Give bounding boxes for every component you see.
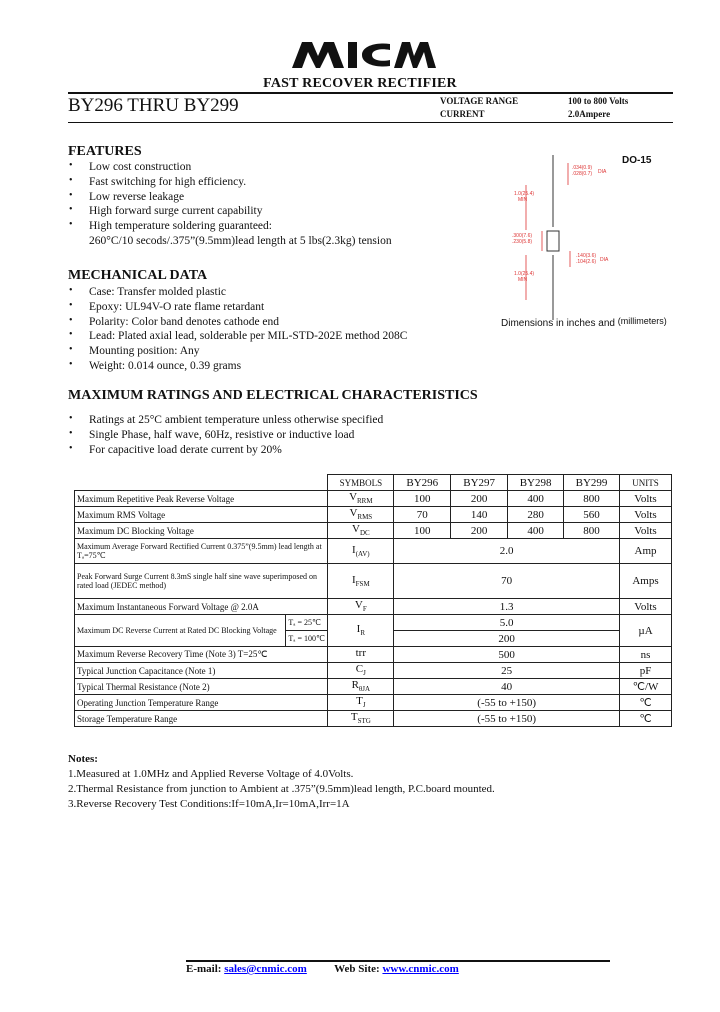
svg-text:.034(0.9): .034(0.9) (572, 165, 593, 171)
header-rule-bottom (68, 122, 673, 123)
svg-text:.300(7.6): .300(7.6) (512, 233, 533, 239)
svg-text:.140(3.6): .140(3.6) (576, 253, 597, 259)
package-name: DO-15 (622, 155, 652, 166)
mechanical-title: MECHANICAL DATA (68, 268, 208, 283)
list-item: • Single Phase, half wave, 60Hz, resistive or inductive load (69, 427, 355, 441)
model-header: BY298 (508, 475, 564, 491)
website-link[interactable]: www.cnmic.com (382, 963, 459, 975)
header-rule (68, 92, 673, 94)
dimension-caption: Dimensions in inches and (millimeters) (501, 316, 667, 329)
list-item: • Case: Transfer molded plastic (69, 285, 227, 298)
table-row: Typical Thermal Resistance (Note 2) $R_{\theta JA}$ 40 ℃/W (75, 679, 672, 695)
company-logo (290, 38, 440, 70)
voltage-range-value: 100 to 800 Volts (568, 96, 629, 106)
table-row: Tₐ = 100℃ 200 (75, 631, 672, 647)
table-row: Operating Junction Temperature Range $T_J$ (-55 to +150) ℃ (75, 695, 672, 711)
table-row: Maximum Average Forward Rectified Current 0.375”(9.5mm) lead length at Tₐ=75℃ $I_{(AV)}$ 2.0 Amp (75, 539, 672, 564)
model-header: BY297 (451, 475, 508, 491)
model-header: BY296 (394, 475, 451, 491)
table-header-row (75, 475, 672, 491)
table-row: Storage Temperature Range $T_{STG}$ (-55 to +150) ℃ (75, 711, 672, 727)
table-row: Maximum Instantaneous Forward Voltage @ 2.0A $V_F$ 1.3 Volts (75, 599, 672, 615)
svg-text:.104(2.6): .104(2.6) (576, 259, 597, 265)
table-row: Maximum Reverse Recovery Time (Note 3) T=25℃ trr 500 ns (75, 647, 672, 663)
svg-text:.028(0.7): .028(0.7) (572, 171, 593, 177)
mechanical-list (68, 285, 407, 374)
do15-package-diagram (500, 155, 685, 335)
ratings-table (74, 474, 672, 727)
list-item: • High forward surge current capability (69, 204, 263, 218)
table-row: Maximum RMS Voltage $V_{RMS}$ 70 140 280 560 Volts (75, 507, 672, 523)
svg-text:1.0(25.4): 1.0(25.4) (514, 271, 535, 277)
note-item: 3.Reverse Recovery Test Conditions:If=10mA,Ir=10mA,Irr=1A (68, 798, 350, 810)
note-item: 2.Thermal Resistance from junction to Ambient at .375”(9.5mm)lead length, P.C.board mounted. (68, 783, 495, 795)
note-item: 1.Measured at 1.0MHz and Applied Reverse Voltage of 4.0Volts. (68, 768, 354, 780)
table-row: Peak Forward Surge Current 8.3mS single half sine wave superimposed on rated load (JEDEC method) $I_{FSM}$ 70 Amps (75, 564, 672, 599)
svg-text:MIN: MIN (518, 277, 528, 283)
notes-section (68, 752, 495, 812)
svg-text:MIN: MIN (518, 197, 528, 203)
list-item: • High temperature soldering guaranteed: (69, 219, 272, 233)
symbols-header: SYMBOLS (328, 475, 394, 491)
table-row: Maximum Repetitive Peak Reverse Voltage $V_{RRM}$ 100 200 400 800 Volts (75, 491, 672, 507)
footer-rule (186, 960, 610, 962)
voltage-range-label: VOLTAGE RANGE (440, 96, 519, 106)
list-item: • For capacitive load derate current by 20% (69, 442, 282, 456)
ratings-title: MAXIMUM RATINGS AND ELECTRICAL CHARACTERISTICS (68, 388, 478, 403)
svg-text:.230(5.8): .230(5.8) (512, 239, 533, 245)
features-title: FEATURES (68, 144, 142, 159)
email-link[interactable]: sales@cnmic.com (224, 963, 307, 975)
current-value: 2.0Ampere (568, 109, 611, 119)
table-row: Maximum DC Reverse Current at Rated DC Blocking Voltage Tₐ = 25℃ $I_R$ 5.0 µA (75, 615, 672, 631)
current-label: CURRENT (440, 109, 485, 119)
list-item: • Low cost construction (69, 160, 192, 173)
svg-text:DIA: DIA (598, 169, 607, 175)
list-item: • Fast switching for high efficiency. (69, 174, 247, 188)
table-row: Maximum DC Blocking Voltage $V_{DC}$ 100 200 400 800 Volts (75, 523, 672, 539)
footer (186, 963, 459, 975)
features-list (68, 160, 392, 249)
model-header: BY299 (564, 475, 620, 491)
list-item: • Mounting position: Any (69, 344, 200, 358)
list-item: • Epoxy: UL94V-O rate flame retardant (69, 299, 265, 313)
ratings-conditions-list (68, 413, 383, 457)
email-label: E-mail: (186, 963, 222, 975)
web-label: Web Site: (334, 963, 380, 975)
svg-text:1.0(25.4): 1.0(25.4) (514, 191, 535, 197)
part-range: BY296 THRU BY299 (68, 95, 239, 116)
list-item-continuation: 260°C/10 secods/.375”(9.5mm)lead length at 5 lbs(2.3kg) tension (89, 234, 392, 247)
list-item: • Polarity: Color band denotes cathode end (69, 314, 280, 328)
table-row: Typical Junction Capacitance (Note 1) $C_J$ 25 pF (75, 663, 672, 679)
list-item: • Ratings at 25°C ambient temperature unless otherwise specified (69, 413, 384, 426)
units-header: UNITS (620, 475, 672, 491)
list-item: • Lead: Plated axial lead, solderable per MIL-STD-202E method 208C (69, 329, 408, 343)
svg-text:DIA: DIA (600, 257, 609, 263)
list-item: • Weight: 0.014 ounce, 0.39 grams (69, 358, 242, 372)
list-item: • Low reverse leakage (69, 189, 185, 203)
notes-title: Notes: (68, 753, 98, 765)
spec-summary (440, 95, 628, 121)
document-title: FAST RECOVER RECTIFIER (263, 76, 457, 91)
